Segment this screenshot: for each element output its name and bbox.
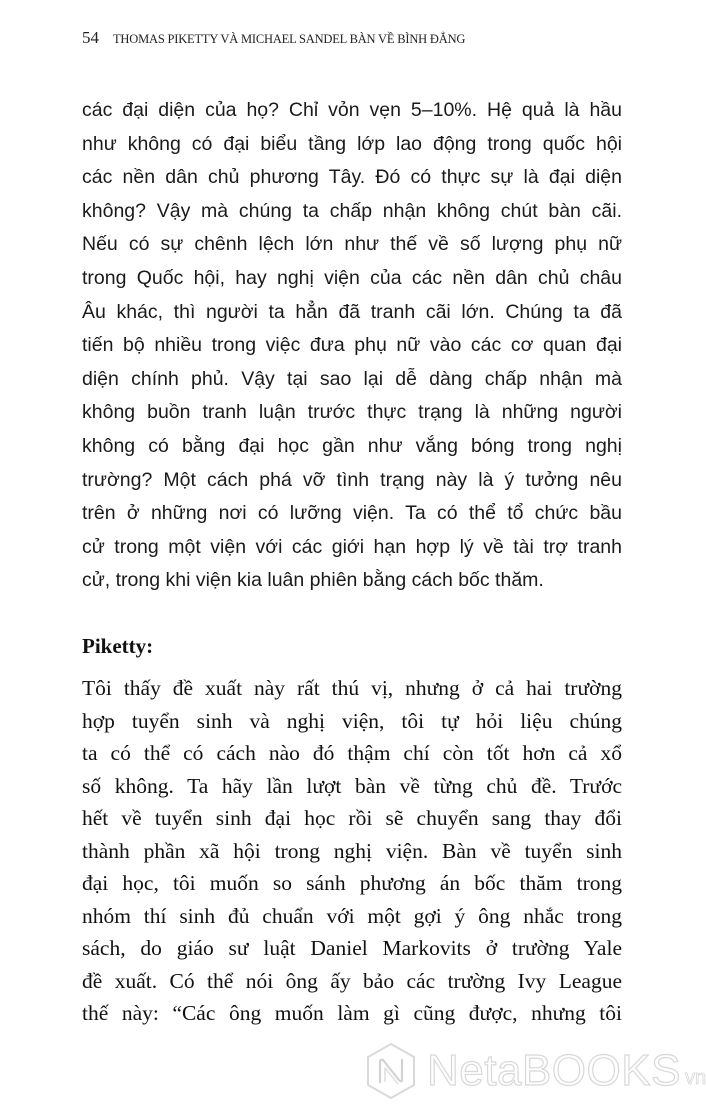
text-line: sách, do giáo sư luật Daniel Markovits ở trường Yale	[82, 936, 622, 960]
text-line: Âu khác, thì người ta hẳn đã tranh cãi lớn. Chúng ta đã	[82, 300, 622, 323]
text-line: không buồn tranh luận trước thực trạng là những người	[82, 401, 622, 424]
text-line: tiến bộ nhiều trong việc đưa phụ nữ vào các cơ quan đại	[82, 334, 622, 357]
text-line: cử trong một viện với các giới hạn hợp lý về tài trợ tranh	[82, 535, 622, 558]
text-line: trường? Một cách phá vỡ tình trạng này là ý tưởng nêu	[82, 468, 622, 491]
text-line: thế này: “Các ông muốn làm gì cũng được, nhưng tôi	[82, 1001, 622, 1025]
text-line: đề xuất. Có thể nói ông ấy bảo các trường Ivy League	[82, 968, 622, 993]
text-line: trong Quốc hội, hay nghị viện của các nền dân chủ châu	[82, 266, 622, 289]
text-line: không có bằng đại học gần như vắng bóng trong nghị	[82, 434, 622, 457]
text-line: thành phần xã hội trong nghị viện. Bàn về tuyển sinh	[82, 838, 622, 863]
text-line: hết về tuyển sinh đại học rồi sẽ chuyển sang thay đổi	[82, 806, 622, 830]
hexagon-n-logo-icon	[365, 1042, 417, 1100]
text-line: diện chính phủ. Vậy tại sao lại dễ dàng chấp nhận mà	[82, 367, 622, 390]
running-title: THOMAS PIKETTY VÀ MICHAEL SANDEL BÀN VỀ BÌNH ĐẲNG	[113, 32, 466, 46]
text-line: nhóm thí sinh đủ chuẩn với một gợi ý ông nhắc trong	[82, 903, 622, 928]
passage-one	[82, 94, 622, 598]
watermark	[365, 1042, 706, 1100]
page-header	[82, 28, 465, 48]
text-line: số không. Ta hãy lần lượt bàn về từng chủ đề. Trước	[82, 773, 622, 798]
text-line: ta có thể có cách nào đó thậm chí còn tốt hơn cả xổ	[82, 741, 622, 765]
speaker-label: Piketty:	[82, 634, 154, 658]
text-line: các nền dân chủ phương Tây. Đó có thực sự là đại diện	[82, 166, 622, 189]
page-number: 54	[82, 28, 99, 47]
text-line: không? Vậy mà chúng ta chấp nhận không chút bàn cãi.	[82, 199, 622, 222]
watermark-brand: NetaBOOKS	[427, 1046, 681, 1095]
text-line: các đại diện của họ? Chỉ vỏn vẹn 5–10%. Hệ quả là hầu	[82, 99, 622, 121]
text-line: Tôi thấy đề xuất này rất thú vị, nhưng ở cả hai trường	[82, 676, 622, 700]
text-line: Nếu có sự chênh lệch lớn như thế về số lượng phụ nữ	[82, 233, 622, 256]
text-line: cử, trong khi viện kia luân phiên bằng cách bốc thăm.	[82, 569, 544, 592]
watermark-suffix: vn	[684, 1067, 706, 1089]
passage-two	[82, 672, 622, 1030]
text-line: trên ở những nơi có lưỡng viện. Ta có thể tổ chức bầu	[82, 502, 622, 525]
text-line: đại học, tôi muốn so sánh phương án bốc thăm trong	[82, 871, 622, 895]
text-line: như không có đại biểu tầng lớp lao động trong quốc hội	[82, 132, 622, 155]
text-line: hợp tuyển sinh và nghị viện, tôi tự hỏi liệu chúng	[82, 708, 622, 733]
